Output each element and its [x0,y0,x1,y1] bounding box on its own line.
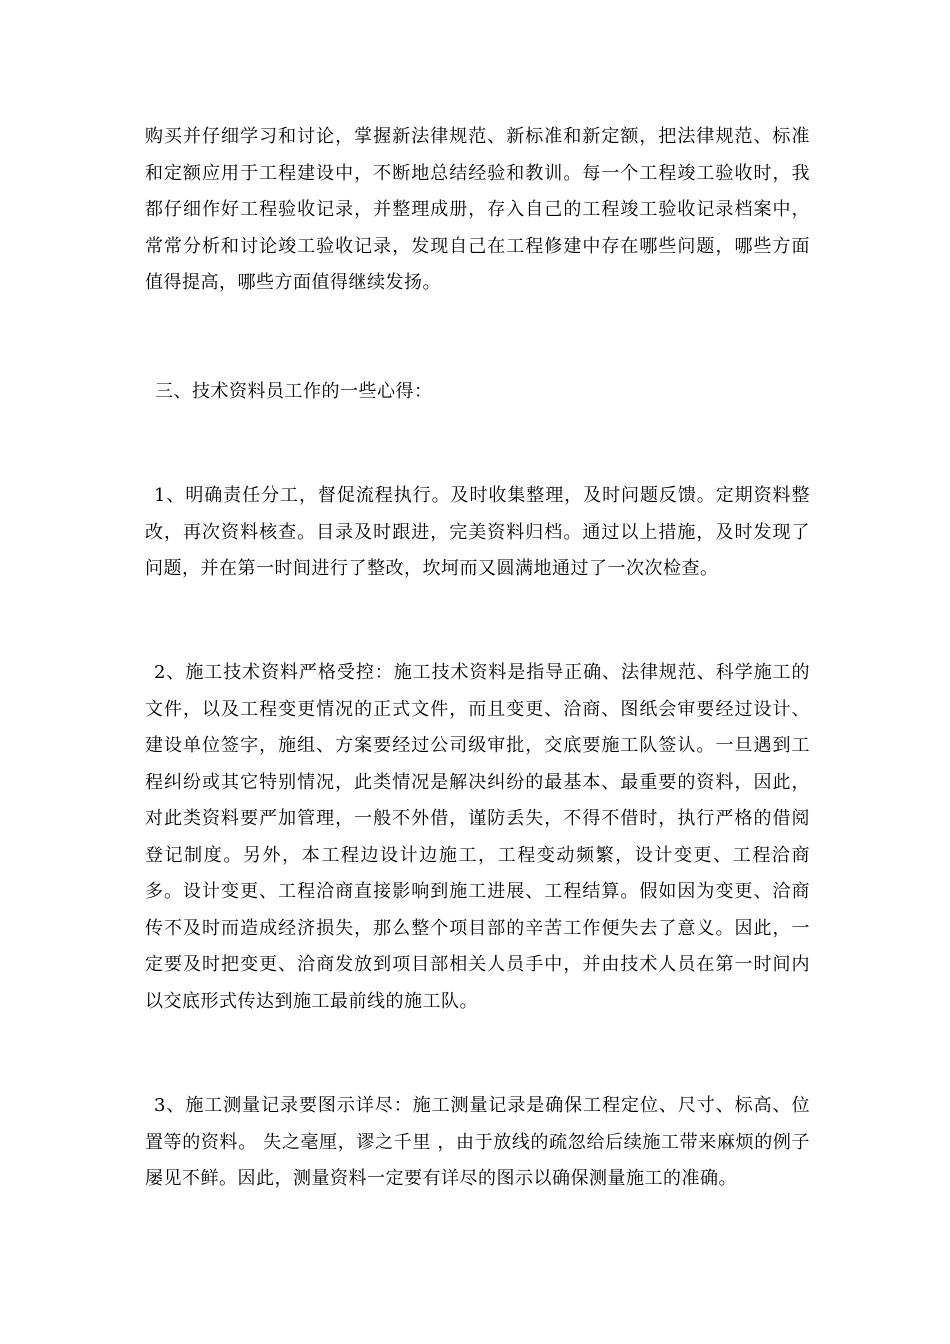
paragraph-item-2: 2、施工技术资料严格受控：施工技术资料是指导正确、法律规范、科学施工的文件，以及工程变更情况的正式文件，而且变更、洽商、图纸会审要经过设计、建设单位签字，施组、方案要经过公司级审批，交底要施工队签认。一旦遇到工程纠纷或其它特别情况，此类情况是解决纠纷的最基本、最重要的资料，因此，对此类资料要严加管理，一般不外借，谨防丢失，不得不借时，执行严格的借阅登记制度。另外，本工程边设计边施工，工程变动频繁，设计变更、工程洽商多。设计变更、工程洽商直接影响到施工进展、工程结算。假如因为变更、洽商传不及时而造成经济损失，那么整个项目部的辛苦工作便失去了意义。因此，一定要及时把变更、洽商发放到项目部相关人员手中，并由技术人员在第一时间内以交底形式传达到施工最前线的施工队。 [145,662,810,1012]
paragraph-continuation: 购买并仔细学习和讨论，掌握新法律规范、新标准和新定额，把法律规范、标准和定额应用于工程建设中，不断地总结经验和教训。每一个工程竣工验收时，我都仔细作好工程验收记录，并整理成册，存入自己的工程竣工验收记录档案中，常常分析和讨论竣工验收记录，发现自己在工程修建中存在哪些问题，哪些方面值得提高，哪些方面值得继续发扬。 [145,126,810,293]
paragraph-item-3: 3、施工测量记录要图示详尽：施工测量记录是确保工程定位、尺寸、标高、位置等的资料。 失之毫厘，谬之千里 ，由于放线的疏忽给后续施工带来麻烦的例子屡见不鲜。因此，测量资料一定要有详尽的图示以确保测量施工的准确。 [145,1095,810,1189]
section-heading: 三、技术资料员工作的一些心得： [155,381,433,402]
paragraph-item-1: 1、明确责任分工，督促流程执行。及时收集整理，及时问题反馈。定期资料整改，再次资料核查。目录及时跟进，完美资料归档。通过以上措施，及时发现了问题，并在第一时间进行了整改，坎坷而又圆满地通过了一次次检查。 [145,485,810,579]
